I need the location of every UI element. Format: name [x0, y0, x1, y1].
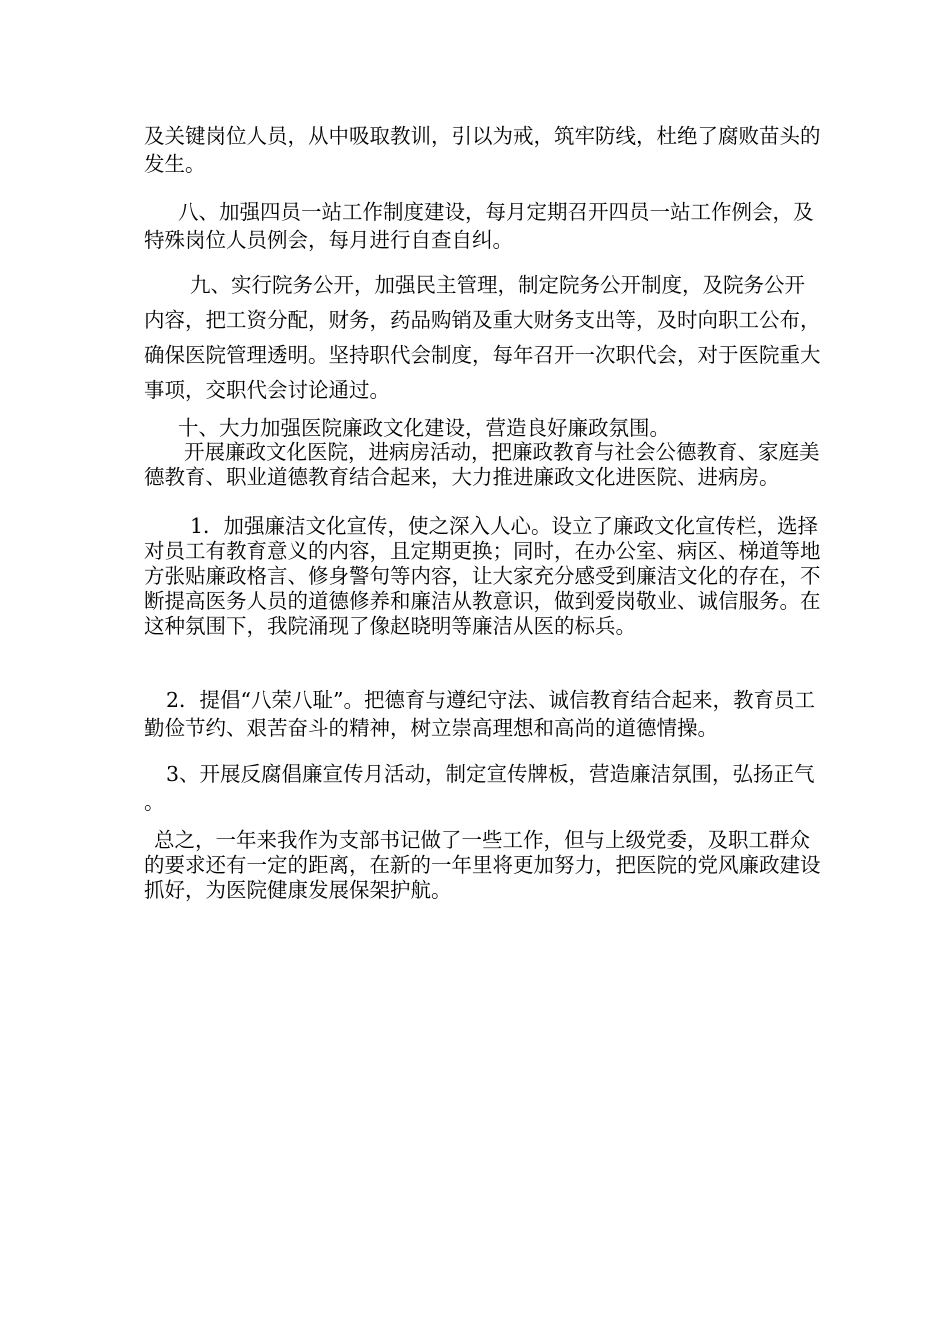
paragraph-item-eight: 八、加强四员一站工作制度建设，每月定期召开四员一站工作例会，及特殊岗位人员例会，每月进行自查自纠。 — [144, 200, 814, 252]
paragraph-subitem-1: 1．加强廉洁文化宣传，使之深入人心。设立了廉政文化宣传栏，选择对员工有教育意义的内容，且定期更换；同时，在办公室、病区、梯道等地方张贴廉政格言、修身警句等内容，让大家充分感受到廉洁文化的存在，不断提高医务人员的道德修养和廉洁从教意识，做到爱岗敬业、诚信服务。在这种氛围下，我院涌现了像赵晓明等廉洁从医的标兵。 — [144, 514, 821, 638]
paragraph-continuation: 及关键岗位人员，从中吸取教训，引以为戒，筑牢防线，杜绝了腐败苗头的发生。 — [144, 124, 821, 176]
paragraph-subitem-2: 2．提倡“八荣八耻”。把德育与遵纪守法、诚信教育结合起来，教育员工勤俭节约、艰苦奋斗的精神，树立崇高理想和高尚的道德情操。 — [144, 688, 816, 740]
paragraph-item-nine: 九、实行院务公开，加强民主管理，制定院务公开制度，及院务公开内容，把工资分配，财务，药品购销及重大财务支出等，及时向职工公布，确保医院管理透明。坚持职代会制度，每年召开一次职代会，对于医院重大事项，交职代会讨论通过。 — [144, 273, 821, 402]
paragraph-item-ten: 十、大力加强医院廉政文化建设，营造良好廉政氛围。 — [178, 416, 670, 440]
paragraph-ten-intro: 开展廉政文化医院，进病房活动，把廉政教育与社会公德教育、家庭美德教育、职业道德教育结合起来，大力推进廉政文化进医院、进病房。 — [144, 440, 820, 489]
paragraph-subitem-3: 3、开展反腐倡廉宣传月活动，制定宣传牌板，营造廉洁氛围，弘扬正气。 — [144, 762, 815, 814]
paragraph-summary: 总之，一年来我作为支部书记做了一些工作，但与上级党委，及职工群众的要求还有一定的距离，在新的一年里将更加努力，把医院的党风廉政建设抓好，为医院健康发展保架护航。 — [144, 828, 821, 902]
